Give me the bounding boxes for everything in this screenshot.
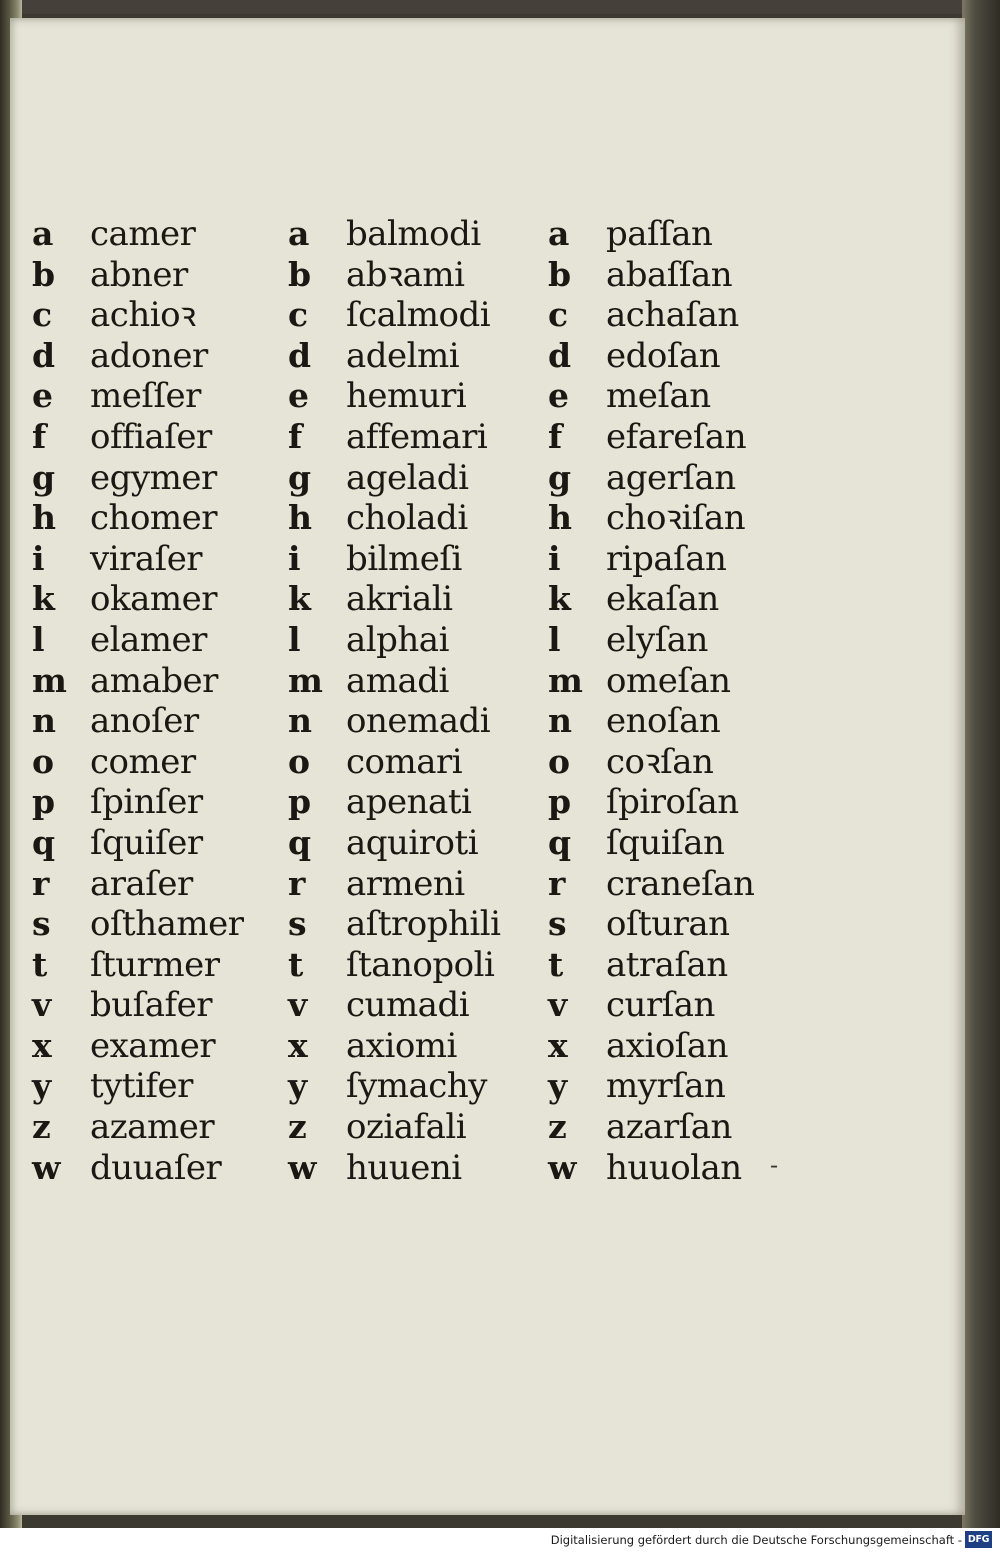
cipher-word: viraſer: [90, 538, 203, 579]
cipher-letter: v: [288, 985, 308, 1025]
cipher-letter: r: [548, 863, 566, 903]
cipher-word: okamer: [90, 579, 217, 620]
cipher-row: [548, 417, 798, 458]
book-edge-top: [0, 0, 1000, 14]
cipher-word: ſturmer: [90, 944, 220, 985]
cipher-row: [288, 214, 538, 255]
cipher-word: azarſan: [606, 1107, 732, 1148]
cipher-word: ekaſan: [606, 579, 719, 620]
cipher-letter: p: [32, 782, 56, 822]
cipher-word: edoſan: [606, 335, 721, 376]
cipher-row: [548, 376, 798, 417]
cipher-word: camer: [90, 214, 196, 254]
cipher-letter: d: [548, 335, 572, 375]
cipher-word: comari: [346, 741, 463, 782]
cipher-word: chomer: [90, 498, 218, 539]
cipher-row: [32, 823, 282, 864]
cipher-letter: b: [548, 254, 572, 294]
cipher-row: [32, 255, 282, 296]
cipher-letter: n: [548, 701, 572, 741]
cipher-row: [32, 1107, 282, 1148]
cipher-row: [548, 782, 798, 823]
cipher-word: affemari: [346, 416, 488, 457]
cipher-row: [32, 539, 282, 580]
cipher-row: [288, 782, 538, 823]
cipher-word: ſymachy: [346, 1066, 487, 1107]
cipher-word: meſan: [606, 376, 711, 417]
cipher-row: [288, 823, 538, 864]
cipher-letter: i: [548, 538, 561, 578]
cipher-letter: w: [548, 1147, 577, 1187]
cipher-letter: y: [288, 1066, 308, 1106]
cipher-letter: x: [288, 1025, 308, 1065]
cipher-word: amadi: [346, 660, 449, 701]
cipher-row: [548, 498, 798, 539]
cipher-row: [288, 579, 538, 620]
cipher-letter: o: [548, 741, 571, 781]
cipher-letter: a: [288, 214, 310, 253]
cipher-letter: k: [288, 579, 311, 619]
cipher-row: [288, 904, 538, 945]
cipher-letter: l: [32, 619, 45, 659]
cipher-letter: e: [32, 376, 53, 416]
cipher-word: adelmi: [346, 335, 460, 376]
cipher-row: [548, 214, 798, 255]
cipher-row: [288, 864, 538, 905]
cipher-row: [32, 985, 282, 1026]
cipher-row: [548, 1066, 798, 1107]
cipher-word: azamer: [90, 1107, 215, 1148]
cipher-letter: v: [32, 985, 52, 1025]
cipher-letter: t: [548, 944, 564, 984]
cipher-column-1: [32, 214, 282, 1188]
cipher-letter: g: [32, 457, 56, 497]
cipher-letter: k: [548, 579, 571, 619]
cipher-row: [288, 376, 538, 417]
cipher-letter: t: [32, 944, 48, 984]
cipher-row: [548, 864, 798, 905]
cipher-letter: f: [288, 416, 303, 456]
cipher-letter: l: [548, 619, 561, 659]
cipher-word: abner: [90, 254, 188, 295]
cipher-word: omeſan: [606, 660, 731, 701]
cipher-row: [288, 1026, 538, 1067]
cipher-letter: a: [548, 214, 570, 253]
cipher-letter: n: [32, 701, 56, 741]
cipher-row: [288, 661, 538, 702]
cipher-letter: d: [32, 335, 56, 375]
cipher-word: huueni: [346, 1147, 462, 1188]
cipher-row: [288, 985, 538, 1026]
cipher-row: [32, 214, 282, 255]
cipher-letter: q: [288, 822, 312, 862]
cipher-word: craneſan: [606, 863, 755, 904]
cipher-letter: c: [32, 295, 53, 335]
dfg-logo-icon: DFG: [965, 1531, 992, 1548]
cipher-letter: r: [32, 863, 50, 903]
cipher-letter: o: [32, 741, 55, 781]
cipher-letter: g: [548, 457, 572, 497]
cipher-letter: c: [548, 295, 569, 335]
cipher-word: oziafali: [346, 1107, 467, 1148]
cipher-word: ſtanopoli: [346, 944, 495, 985]
cipher-row: [32, 417, 282, 458]
cipher-word: bilmeſi: [346, 538, 462, 579]
book-edge-right: [962, 0, 1000, 1528]
cipher-row: [32, 945, 282, 986]
cipher-word: choladi: [346, 498, 468, 539]
cipher-word: ſquiſan: [606, 822, 725, 863]
cipher-letter: b: [288, 254, 312, 294]
cipher-row: [548, 945, 798, 986]
cipher-row: [548, 458, 798, 499]
cipher-letter: g: [288, 457, 312, 497]
cipher-word: curſan: [606, 985, 715, 1026]
cipher-word: achioꝛ: [90, 295, 196, 336]
cipher-word: efareſan: [606, 416, 747, 457]
cipher-row: [32, 458, 282, 499]
cipher-row: [32, 1148, 282, 1189]
cipher-word: balmodi: [346, 214, 481, 254]
cipher-column-3: [548, 214, 798, 1188]
cipher-row: [32, 376, 282, 417]
cipher-word: araſer: [90, 863, 193, 904]
cipher-row: [288, 620, 538, 661]
cipher-word: ſpiroſan: [606, 782, 739, 823]
cipher-letter: z: [288, 1107, 307, 1147]
cipher-row: [288, 336, 538, 377]
cipher-row: [548, 539, 798, 580]
cipher-letter: d: [288, 335, 312, 375]
cipher-letter: i: [32, 538, 45, 578]
cipher-letter: p: [548, 782, 572, 822]
cipher-letter: x: [548, 1025, 568, 1065]
line-end-mark: -: [770, 1151, 779, 1179]
cipher-word: offiaſer: [90, 416, 212, 457]
cipher-letter: a: [32, 214, 54, 253]
cipher-row: [548, 742, 798, 783]
cipher-word: aſtrophili: [346, 904, 501, 945]
cipher-row: [32, 904, 282, 945]
cipher-row: [32, 498, 282, 539]
cipher-word: elyſan: [606, 619, 708, 660]
cipher-word: abꝛami: [346, 254, 465, 295]
cipher-word: apenati: [346, 782, 472, 823]
cipher-row: [32, 620, 282, 661]
cipher-letter: k: [32, 579, 55, 619]
cipher-word: oſthamer: [90, 904, 244, 945]
cipher-letter: f: [548, 416, 563, 456]
cipher-row: [32, 336, 282, 377]
cipher-letter: y: [32, 1066, 52, 1106]
cipher-letter: b: [32, 254, 56, 294]
cipher-row: [548, 336, 798, 377]
cipher-word: ſquiſer: [90, 822, 203, 863]
cipher-row: [548, 620, 798, 661]
cipher-word: axioſan: [606, 1025, 729, 1066]
cipher-letter: p: [288, 782, 312, 822]
cipher-row: [288, 295, 538, 336]
cipher-word: aquiroti: [346, 822, 479, 863]
cipher-letter: t: [288, 944, 304, 984]
cipher-word: ſcalmodi: [346, 295, 491, 336]
cipher-word: oſturan: [606, 904, 730, 945]
cipher-word: huuolan: [606, 1147, 742, 1188]
cipher-letter: z: [32, 1107, 51, 1147]
cipher-word: comer: [90, 741, 196, 782]
cipher-letter: z: [548, 1107, 567, 1147]
footer-bar: [0, 1528, 1000, 1553]
cipher-row: [548, 701, 798, 742]
cipher-word: myrſan: [606, 1066, 726, 1107]
cipher-row: [32, 742, 282, 783]
cipher-letter: h: [288, 498, 312, 538]
cipher-word: duuaſer: [90, 1147, 222, 1188]
cipher-letter: c: [288, 295, 309, 335]
cipher-row: [548, 823, 798, 864]
cipher-row: [288, 417, 538, 458]
cipher-row: [32, 579, 282, 620]
cipher-word: abaſſan: [606, 254, 733, 295]
cipher-row: [288, 1066, 538, 1107]
cipher-word: achaſan: [606, 295, 739, 336]
cipher-word: akriali: [346, 579, 453, 620]
cipher-letter: q: [32, 822, 56, 862]
cipher-letter: h: [32, 498, 56, 538]
cipher-letter: e: [548, 376, 569, 416]
cipher-letter: m: [32, 660, 67, 700]
cipher-row: [288, 1148, 538, 1189]
cipher-row: [548, 579, 798, 620]
cipher-word: hemuri: [346, 376, 467, 417]
cipher-word: cumadi: [346, 985, 470, 1026]
cipher-word: alphai: [346, 619, 449, 660]
cipher-letter: w: [288, 1147, 317, 1187]
cipher-row: [32, 701, 282, 742]
cipher-word: coꝛſan: [606, 741, 714, 782]
cipher-letter: i: [288, 538, 301, 578]
cipher-row: [32, 295, 282, 336]
cipher-letter: v: [548, 985, 568, 1025]
cipher-row: [32, 1066, 282, 1107]
cipher-row: [548, 1107, 798, 1148]
cipher-row: [548, 985, 798, 1026]
cipher-word: anoſer: [90, 701, 199, 742]
cipher-word: elamer: [90, 619, 207, 660]
cipher-row: [548, 295, 798, 336]
cipher-word: buſafer: [90, 985, 212, 1026]
cipher-letter: m: [288, 660, 323, 700]
cipher-letter: s: [32, 904, 51, 944]
cipher-word: adoner: [90, 335, 208, 376]
cipher-letter: n: [288, 701, 312, 741]
book-page: [10, 18, 965, 1515]
cipher-word: choꝛiſan: [606, 498, 746, 539]
cipher-word: ſpinſer: [90, 782, 203, 823]
cipher-word: enoſan: [606, 701, 721, 742]
cipher-word: amaber: [90, 660, 218, 701]
cipher-letter: w: [32, 1147, 61, 1187]
cipher-row: [548, 1026, 798, 1067]
cipher-row: [288, 498, 538, 539]
cipher-row: [32, 661, 282, 702]
cipher-letter: r: [288, 863, 306, 903]
cipher-row: [288, 539, 538, 580]
cipher-word: egymer: [90, 457, 217, 498]
cipher-word: meſſer: [90, 376, 201, 417]
cipher-letter: s: [288, 904, 307, 944]
cipher-column-2: [288, 214, 538, 1188]
cipher-letter: h: [548, 498, 572, 538]
cipher-row: [32, 864, 282, 905]
cipher-letter: o: [288, 741, 311, 781]
cipher-word: agerſan: [606, 457, 736, 498]
cipher-letter: f: [32, 416, 47, 456]
cipher-row: [548, 904, 798, 945]
cipher-row: [548, 661, 798, 702]
cipher-word: examer: [90, 1025, 216, 1066]
cipher-row: [548, 1148, 798, 1189]
cipher-row: [288, 945, 538, 986]
cipher-row: [32, 782, 282, 823]
cipher-word: atraſan: [606, 944, 728, 985]
cipher-letter: y: [548, 1066, 568, 1106]
cipher-letter: l: [288, 619, 301, 659]
cipher-letter: s: [548, 904, 567, 944]
cipher-letter: e: [288, 376, 309, 416]
cipher-letter: m: [548, 660, 583, 700]
cipher-word: ripaſan: [606, 538, 727, 579]
cipher-word: paſſan: [606, 214, 713, 254]
cipher-word: ageladi: [346, 457, 469, 498]
funding-credit: Digitalisierung gefördert durch die Deutsche Forschungsgemeinschaft -: [550, 1533, 962, 1547]
cipher-row: [32, 1026, 282, 1067]
cipher-letter: x: [32, 1025, 52, 1065]
cipher-letter: q: [548, 822, 572, 862]
cipher-row: [288, 1107, 538, 1148]
cipher-row: [288, 458, 538, 499]
cipher-row: [288, 701, 538, 742]
cipher-row: [548, 255, 798, 296]
cipher-row: [288, 255, 538, 296]
cipher-word: axiomi: [346, 1025, 457, 1066]
cipher-word: onemadi: [346, 701, 491, 742]
cipher-row: [288, 742, 538, 783]
cipher-word: tytifer: [90, 1066, 193, 1107]
cipher-word: armeni: [346, 863, 465, 904]
